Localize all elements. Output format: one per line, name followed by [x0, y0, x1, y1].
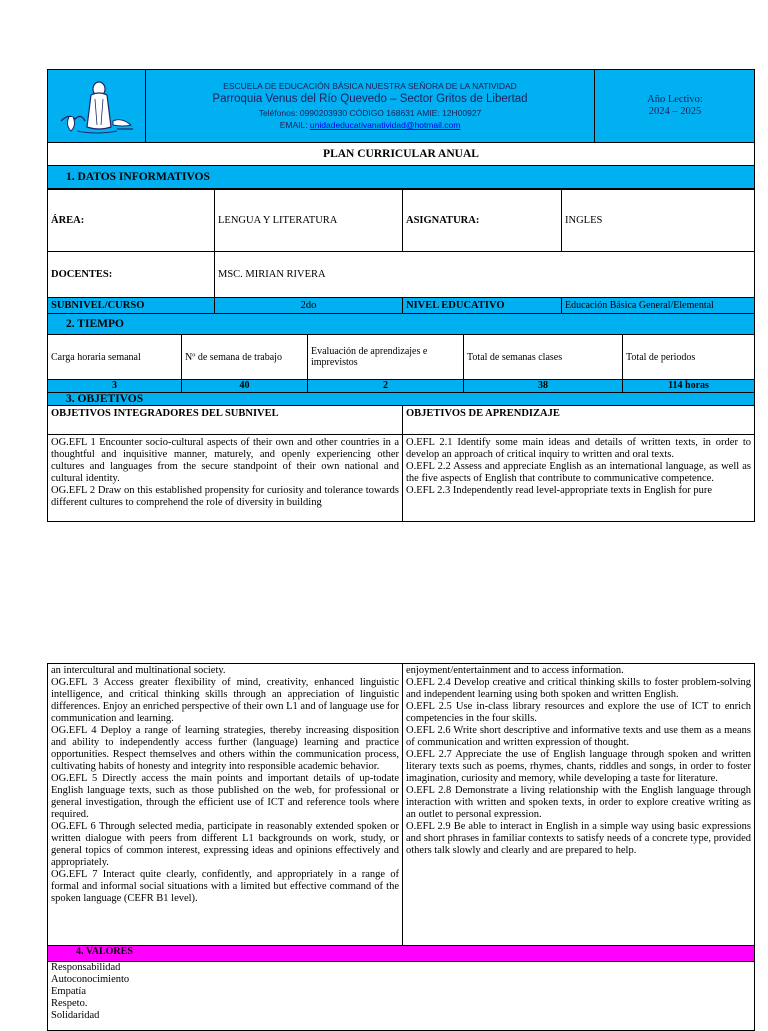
parish-line: Parroquia Venus del Río Quevedo – Sector Gritos de Libertad	[212, 93, 528, 105]
section-objetivos-heading	[47, 392, 755, 406]
section-valores-heading-text: 4. VALORES	[76, 946, 133, 957]
objetivos-right-heading-text: OBJETIVOS DE APRENDIZAJE	[406, 408, 560, 419]
area-value-text: LENGUA Y LITERATURA	[218, 214, 338, 226]
nivel-value-text: Educación Básica General/Elemental	[565, 300, 714, 311]
o-efl-2-7: O.EFL 2.7 Appreciate the use of English language through spoken and written literary texts such as poems, rhymes, chants, riddles and songs, in order to foster imagination, curiosity and memory, while developing a taste for literature.	[406, 749, 751, 784]
objetivos-left-heading	[47, 405, 403, 435]
tiempo-val-semanas-text: 40	[239, 380, 250, 391]
og-efl-7: OG.EFL 7 Interact quite clearly, confidently, and appropriately in a range of formal and informal social situations with a limited but effective command of the spoken language (CEFR B1 level).	[51, 869, 399, 904]
subnivel-label	[47, 297, 215, 314]
email-link[interactable]: unidadeducativanatividad@hotmail.com	[309, 120, 461, 130]
subnivel-value	[214, 297, 403, 314]
tiempo-col-carga-text: Carga horaria semanal	[51, 351, 141, 363]
tiempo-col-total-semanas-text: Total de semanas clases	[467, 351, 563, 363]
o-efl-2-4: O.EFL 2.4 Develop creative and critical thinking skills to foster problem-solving and independent learning using both spoken and written English.	[406, 677, 751, 700]
objetivos-right-page1	[402, 434, 755, 522]
tiempo-val-evaluacion	[307, 379, 464, 393]
og-efl-6: OG.EFL 6 Through selected media, participate in reasonably extended spoken or written dialogue with peers from different L1 backgrounds on work, study, or general topics of common interest, expressing ideas and opinions effectively and appropriately.	[51, 821, 399, 868]
page-title: PLAN CURRICULAR ANUAL	[47, 142, 755, 166]
logo-cell	[47, 69, 146, 143]
section-objetivos-heading-text: 3. OBJETIVOS	[66, 393, 144, 405]
og-efl-2: OG.EFL 2 Draw on this established propensity for curiosity and tolerance towards different cultures to comprehend the role of diversity in building	[51, 485, 399, 508]
objetivos-left-page2	[47, 663, 403, 946]
subject-value	[561, 189, 755, 252]
subject-label-text: ASIGNATURA:	[406, 214, 480, 226]
subnivel-value-text: 2do	[300, 300, 317, 311]
tiempo-val-carga-text: 3	[112, 380, 117, 391]
tiempo-val-periodos-text: 114 horas	[668, 380, 709, 391]
tiempo-col-carga	[47, 334, 182, 380]
tiempo-val-semanas	[181, 379, 308, 393]
teachers-label-text: DOCENTES:	[51, 268, 113, 280]
nivel-value	[561, 297, 755, 314]
header-school-info	[146, 69, 595, 143]
tiempo-col-semanas-text: Nº de semana de trabajo	[185, 351, 282, 363]
school-name: ESCUELA DE EDUCACIÓN BÁSICA NUESTRA SEÑORA DE LA NATIVIDAD	[223, 81, 517, 91]
valor-item: Solidaridad	[51, 1010, 100, 1021]
tiempo-val-total-semanas-text: 38	[538, 380, 548, 391]
email-line	[280, 119, 461, 131]
year-label: Año Lectivo:	[647, 94, 703, 105]
valor-item: Empatía	[51, 986, 86, 997]
section-tiempo-heading-text: 2. TIEMPO	[66, 318, 124, 330]
subnivel-label-text: SUBNIVEL/CURSO	[51, 299, 145, 311]
og-efl-4: OG.EFL 4 Deploy a range of learning strategies, thereby increasing disposition and ability to independently access further (language) learning and practice opportunities. Respect themselves and others within the communication process, cultivating habits of honesty and integrity into responsible academic behavior.	[51, 725, 399, 772]
tiempo-col-total-semanas	[463, 334, 623, 380]
teachers-label	[47, 251, 215, 298]
tiempo-col-evaluacion-text: Evaluación de aprendizajes e imprevistos	[311, 346, 428, 368]
tiempo-val-total-semanas	[463, 379, 623, 393]
og-efl-1: OG.EFL 1 Encounter socio-cultural aspects of their own and other countries in a thoughtful and inquisitive manner, maturely, and openly experiencing other cultures and languages from the secure standpoint of their own national and cultural identity.	[51, 437, 399, 484]
email-label: EMAIL:	[279, 120, 310, 130]
objetivos-left-page1	[47, 434, 403, 522]
school-logo-icon	[47, 69, 146, 143]
og-efl-2-continued: an intercultural and multinational society.	[51, 665, 226, 676]
objetivos-right-page2	[402, 663, 755, 946]
valor-item: Autoconocimiento	[51, 974, 130, 985]
o-efl-2-8: O.EFL 2.8 Demonstrate a living relationship with the English language through interaction with written and spoken texts, in order to explore creative writing as an outlet to personal expression.	[406, 785, 751, 820]
valores-list	[47, 961, 755, 1031]
tiempo-col-periodos-text: Total de periodos	[626, 351, 696, 363]
valor-item: Responsabilidad	[51, 962, 121, 973]
tiempo-val-periodos	[622, 379, 755, 393]
objetivos-right-heading	[402, 405, 755, 435]
section-valores-heading	[47, 945, 755, 962]
tiempo-col-semanas	[181, 334, 308, 380]
o-efl-2-3-continued: enjoyment/entertainment and to access information.	[406, 665, 624, 676]
o-efl-2-2: O.EFL 2.2 Assess and appreciate English as an international language, as well as the five aspects of English that contribute to communicative competence.	[406, 461, 751, 484]
o-efl-2-6: O.EFL 2.6 Write short descriptive and informative texts and use them as a means of communication and written expression of thought.	[406, 725, 751, 748]
og-efl-3: OG.EFL 3 Access greater flexibility of mind, creativity, enhanced linguistic intelligence, and critical thinking skills through an appreciation of linguistic differences. Enjoy an enriched perspective of their own L1 and of language use for communication and learning.	[51, 677, 399, 724]
section-datos-heading	[47, 165, 755, 189]
teachers-value-text: MSC. MIRIAN RIVERA	[218, 268, 326, 280]
o-efl-2-9: O.EFL 2.9 Be able to interact in English in a simple way using basic expressions and short phrases in familiar contexts to satisfy needs of a concrete type, provided others talk slowly and clearly and are prepared to help.	[406, 821, 751, 856]
nivel-label	[402, 297, 562, 314]
area-value	[214, 189, 403, 252]
area-label-text: ÁREA:	[51, 214, 85, 226]
school-year-cell	[595, 69, 755, 143]
o-efl-2-3: O.EFL 2.3 Independently read level-appropriate texts in English for pure	[406, 485, 713, 496]
tiempo-val-carga	[47, 379, 182, 393]
subject-value-text: INGLES	[565, 214, 603, 226]
tiempo-col-periodos	[622, 334, 755, 380]
nivel-label-text: NIVEL EDUCATIVO	[406, 299, 505, 311]
tiempo-val-evaluacion-text: 2	[383, 380, 388, 391]
phones-line: Teléfonos: 0990203930 CÓDIGO 168631 AMIE: 12H00927	[258, 108, 482, 118]
og-efl-5: OG.EFL 5 Directly access the main points and important details of up-todate English language texts, such as those published on the web, for professional or general investigation, through the efficient use of ICT and reference tools where required.	[51, 773, 399, 820]
teachers-value	[214, 251, 755, 298]
valor-item: Respeto.	[51, 998, 88, 1009]
area-label	[47, 189, 215, 252]
section-tiempo-heading	[47, 313, 755, 335]
o-efl-2-1: O.EFL 2.1 Identify some main ideas and details of written texts, in order to develop an approach of critical inquiry to written and oral texts.	[406, 437, 751, 460]
o-efl-2-5: O.EFL 2.5 Use in-class library resources and explore the use of ICT to enrich competencies in the four skills.	[406, 701, 751, 724]
objetivos-left-heading-text: OBJETIVOS INTEGRADORES DEL SUBNIVEL	[51, 408, 279, 419]
subject-label	[402, 189, 562, 252]
year-value: 2024 – 2025	[648, 106, 702, 117]
tiempo-col-evaluacion	[307, 334, 464, 380]
section-datos-heading-text: 1. DATOS INFORMATIVOS	[66, 171, 210, 183]
